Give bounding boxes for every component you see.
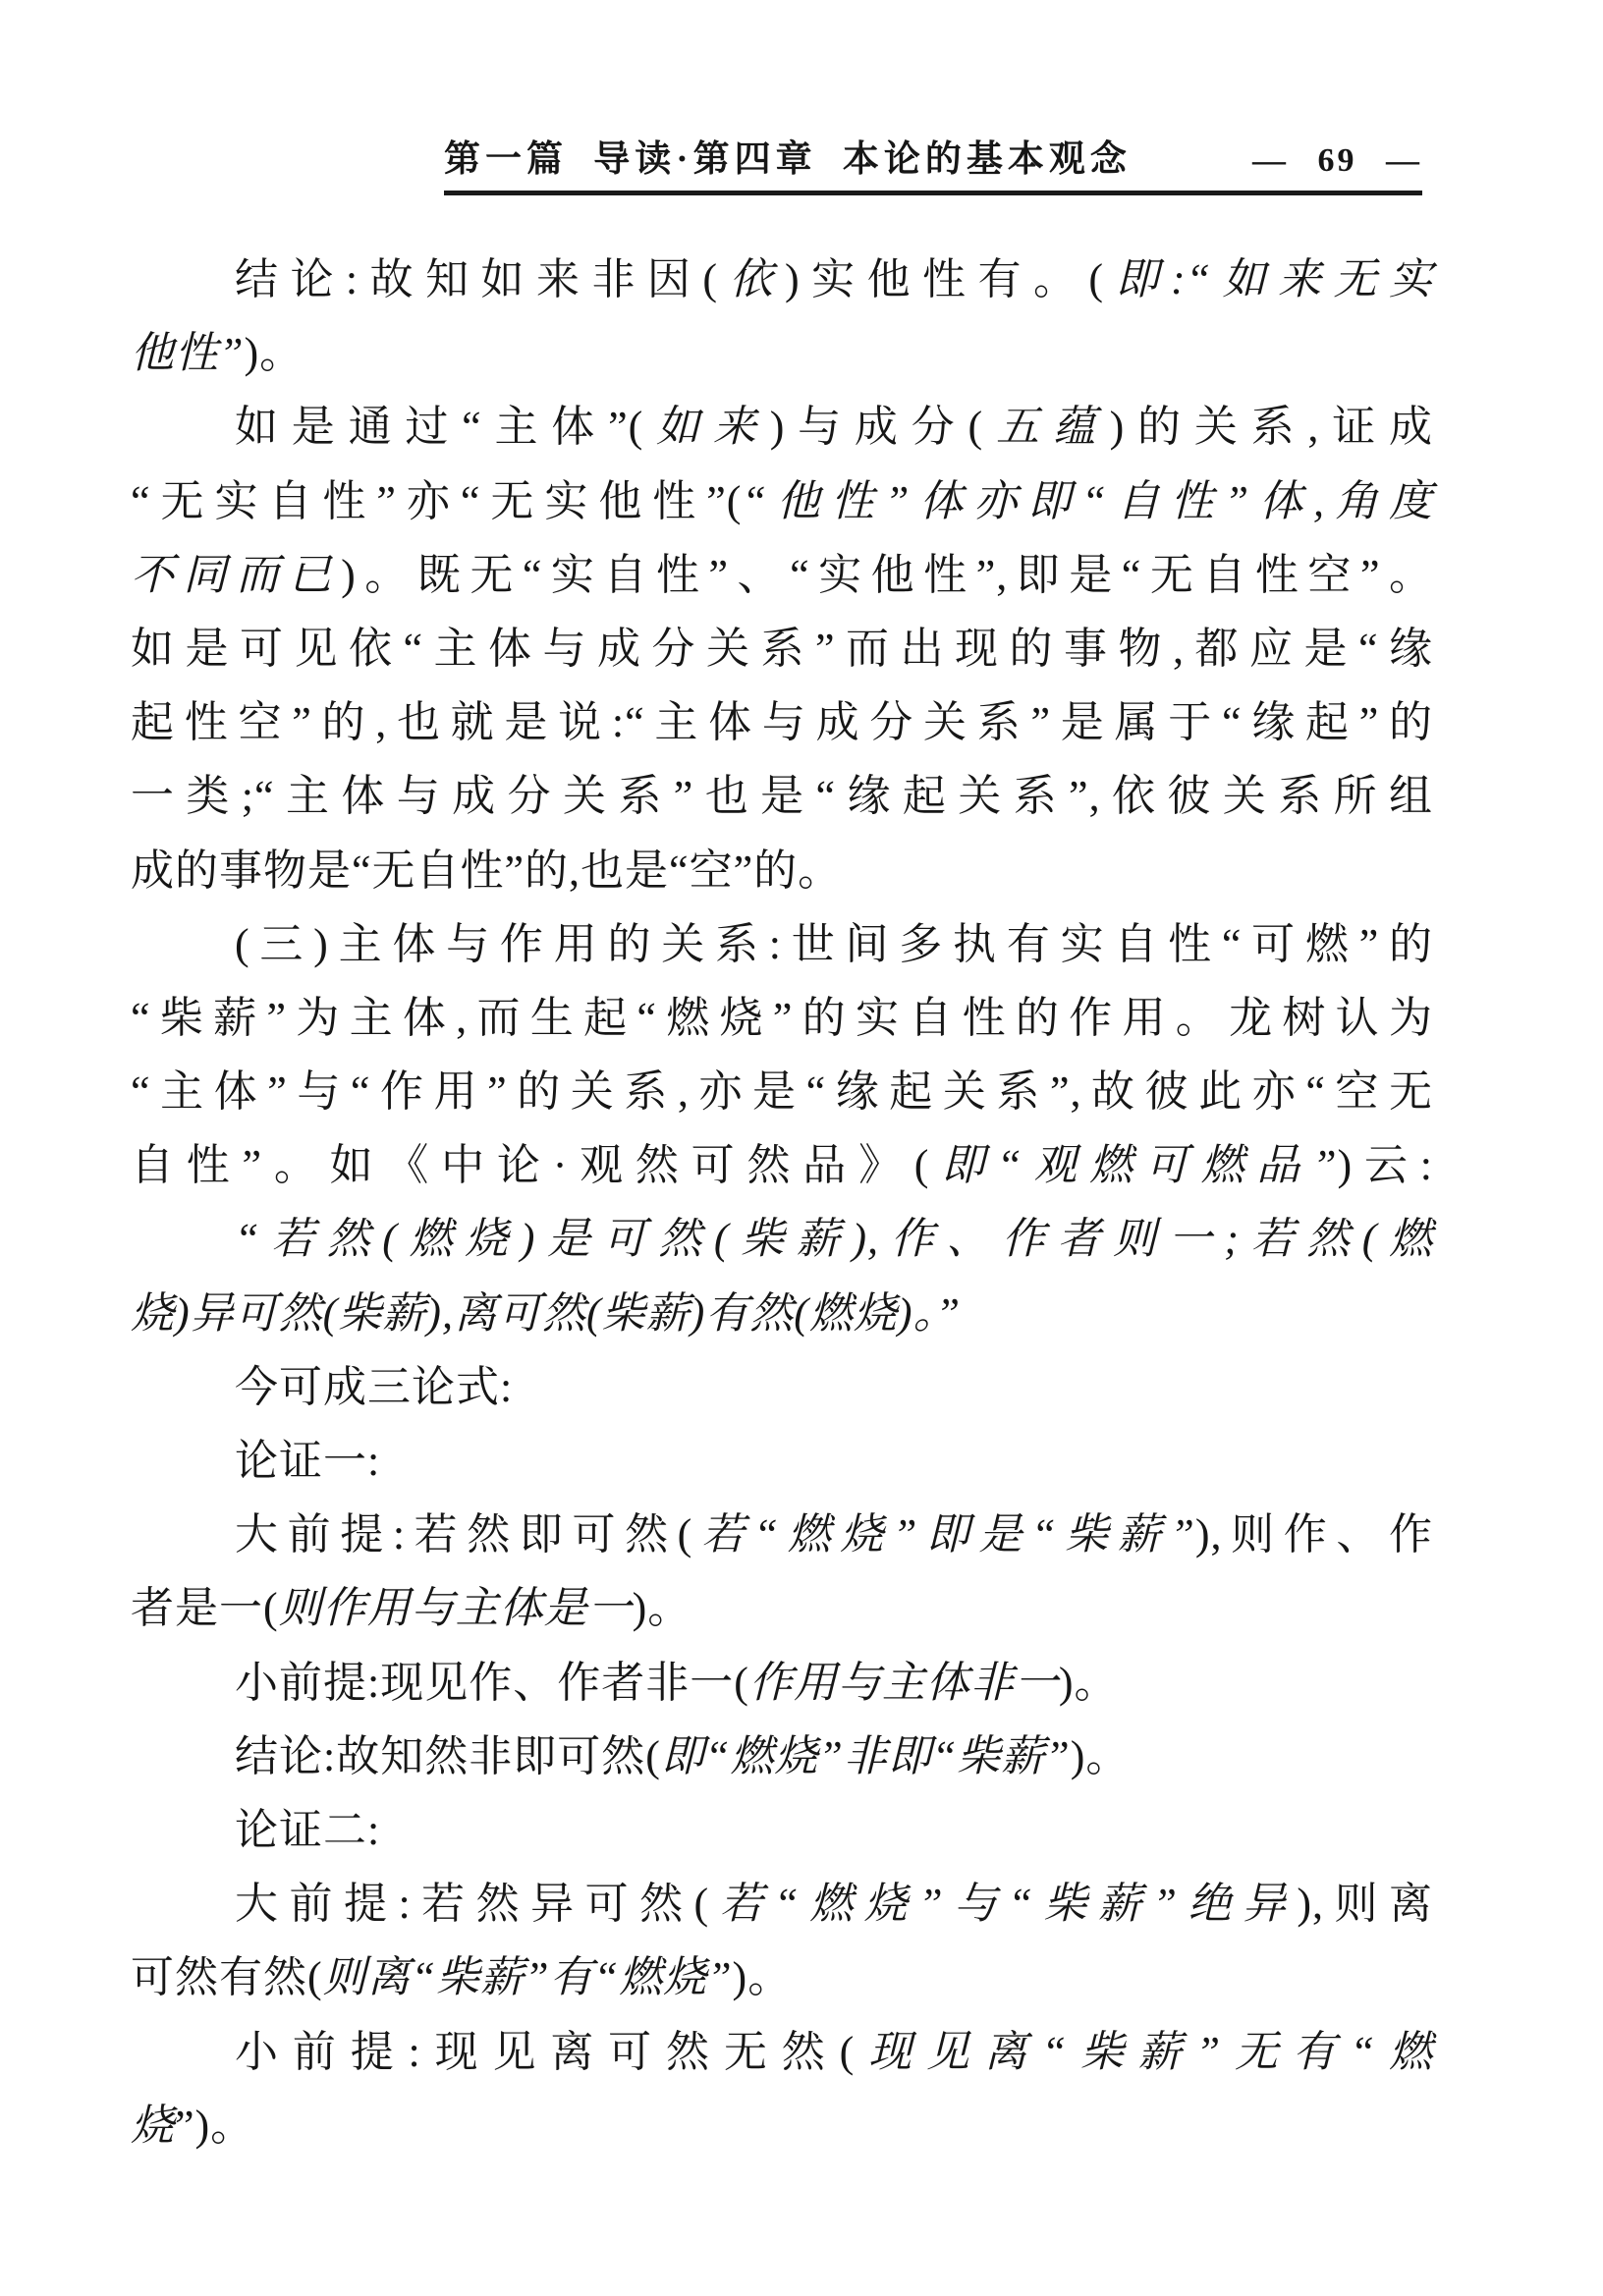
- body-text: 者是一(: [131, 1584, 279, 1633]
- body-text: 如是通过“主体”(: [235, 403, 644, 452]
- body-text: “柴薪”为主体,而生起“燃烧”的实自性的作用。龙树认为: [131, 993, 1433, 1042]
- annotation-text: “他性”体亦即“自性”体,角度: [742, 476, 1433, 525]
- body-text: 小前提:现见作、作者非一(: [235, 1658, 749, 1707]
- annotation-text: 现见离“柴薪”无有“燃: [855, 2027, 1433, 2076]
- text-line: [131, 1941, 1433, 2014]
- body-text: ),则作、作: [1194, 1510, 1433, 1559]
- body-text: 今可成三论式:: [235, 1362, 514, 1411]
- text-line: [131, 390, 1433, 464]
- text-line: [131, 1646, 1433, 1720]
- body-text: 成的事物是“无自性”的,也是“空”的。: [131, 846, 843, 895]
- text-line: [131, 1867, 1433, 1941]
- text-line: [131, 465, 1433, 538]
- body-text: 一类;“主体与成分关系”也是“缘起关系”,依彼关系所组: [131, 772, 1433, 821]
- annotation-text: 则离“柴薪”有“燃烧”: [322, 1953, 733, 2002]
- text-line: [131, 1571, 1433, 1645]
- text-line: [131, 907, 1433, 981]
- body-text: 大前提:若然异可然(: [235, 1880, 710, 1929]
- annotation-text: 五蕴: [983, 403, 1110, 452]
- annotation-text: 他性”: [131, 329, 245, 378]
- annotation-text: 烧: [131, 2101, 175, 2150]
- body-text: 结论:故知如来非因(: [235, 255, 719, 303]
- annotation-text: 如来: [643, 403, 770, 452]
- text-line: [131, 2089, 1433, 2162]
- text-line: [131, 1202, 1433, 1276]
- text-line: [131, 1277, 1433, 1350]
- chapter-title: 第一篇 导读·第四章 本论的基本观念: [444, 139, 1132, 180]
- body-text: 论证二:: [235, 1805, 381, 1854]
- annotation-text: 作用与主体非一: [748, 1658, 1059, 1707]
- text-line: [131, 538, 1433, 612]
- annotation-text: “若然(燃烧)是可然(柴薪),作、作者则一;若然(燃: [235, 1215, 1433, 1264]
- annotation-text: 依: [718, 255, 785, 303]
- body-text: )实他性有。(: [785, 255, 1105, 303]
- body-text: 起性空”的,也就是说:“主体与成分关系”是属于“缘起”的: [131, 698, 1433, 747]
- body-text: “主体”与“作用”的关系,亦是“缘起关系”,故彼此亦“空无: [131, 1067, 1433, 1117]
- annotation-text: 若“燃烧”即是“柴薪”: [692, 1510, 1195, 1559]
- text-line: [131, 1793, 1433, 1867]
- text-line: [131, 1498, 1433, 1571]
- body-text: 小前提:现见离可然无然(: [235, 2027, 856, 2076]
- text-line: [131, 759, 1433, 833]
- body-text: )。: [1070, 1731, 1131, 1780]
- text-line: [131, 1350, 1433, 1424]
- body-text: “无实自性”亦“无实他性”(: [131, 476, 743, 525]
- body-text: (三)主体与作用的关系:世间多执有实自性“可燃”的: [235, 919, 1433, 968]
- body-text: ”)。: [175, 2101, 255, 2150]
- text-line: [131, 1055, 1433, 1128]
- body-text: )与成分(: [769, 403, 984, 452]
- body-text: )。: [244, 329, 304, 378]
- body-text: )。: [732, 1953, 793, 2002]
- text-line: [131, 834, 1433, 907]
- annotation-text: 烧)异可然(柴薪),离可然(柴薪)有然(燃烧)。”: [131, 1288, 962, 1338]
- body-text: 论证一:: [235, 1437, 381, 1485]
- annotation-text: 即:“如来无实: [1104, 255, 1434, 303]
- text-line: [131, 685, 1433, 759]
- body-text: 自性”。如《中论·观然可然品》(: [131, 1141, 930, 1190]
- page-number: — 69 —: [1252, 142, 1422, 179]
- body-text: )云:: [1337, 1141, 1433, 1190]
- body-text: )。: [632, 1584, 692, 1633]
- body-text: )。既无“实自性”、“实他性”,即是“无自性空”。: [341, 550, 1434, 599]
- body-text: 大前提:若然即可然(: [235, 1510, 693, 1559]
- running-header: [444, 139, 1422, 195]
- annotation-text: 即“观燃可燃品”: [929, 1141, 1338, 1190]
- body-text: 可然有然(: [131, 1953, 323, 2002]
- body-text: 如是可见依“主体与成分关系”而出现的事物,都应是“缘: [131, 624, 1433, 673]
- text-line: [131, 316, 1433, 390]
- body-text: )的关系,证成: [1109, 403, 1434, 452]
- annotation-text: 即“燃烧”非即“柴薪”: [660, 1731, 1071, 1780]
- body-text: 结论:故知然非即可然(: [235, 1731, 661, 1780]
- annotation-text: 若“燃烧”与“柴薪”绝异: [709, 1880, 1298, 1929]
- annotation-text: 不同而已: [131, 550, 342, 599]
- text-line: [131, 1128, 1433, 1202]
- text-line: [131, 612, 1433, 685]
- text-line: [131, 1720, 1433, 1793]
- body-text: )。: [1058, 1658, 1119, 1707]
- text-line: [131, 1424, 1433, 1498]
- page-body: [131, 243, 1433, 2162]
- text-line: [131, 243, 1433, 316]
- text-line: [131, 981, 1433, 1055]
- annotation-text: 则作用与主体是一: [278, 1584, 633, 1633]
- body-text: ),则离: [1297, 1880, 1433, 1929]
- text-line: [131, 2015, 1433, 2089]
